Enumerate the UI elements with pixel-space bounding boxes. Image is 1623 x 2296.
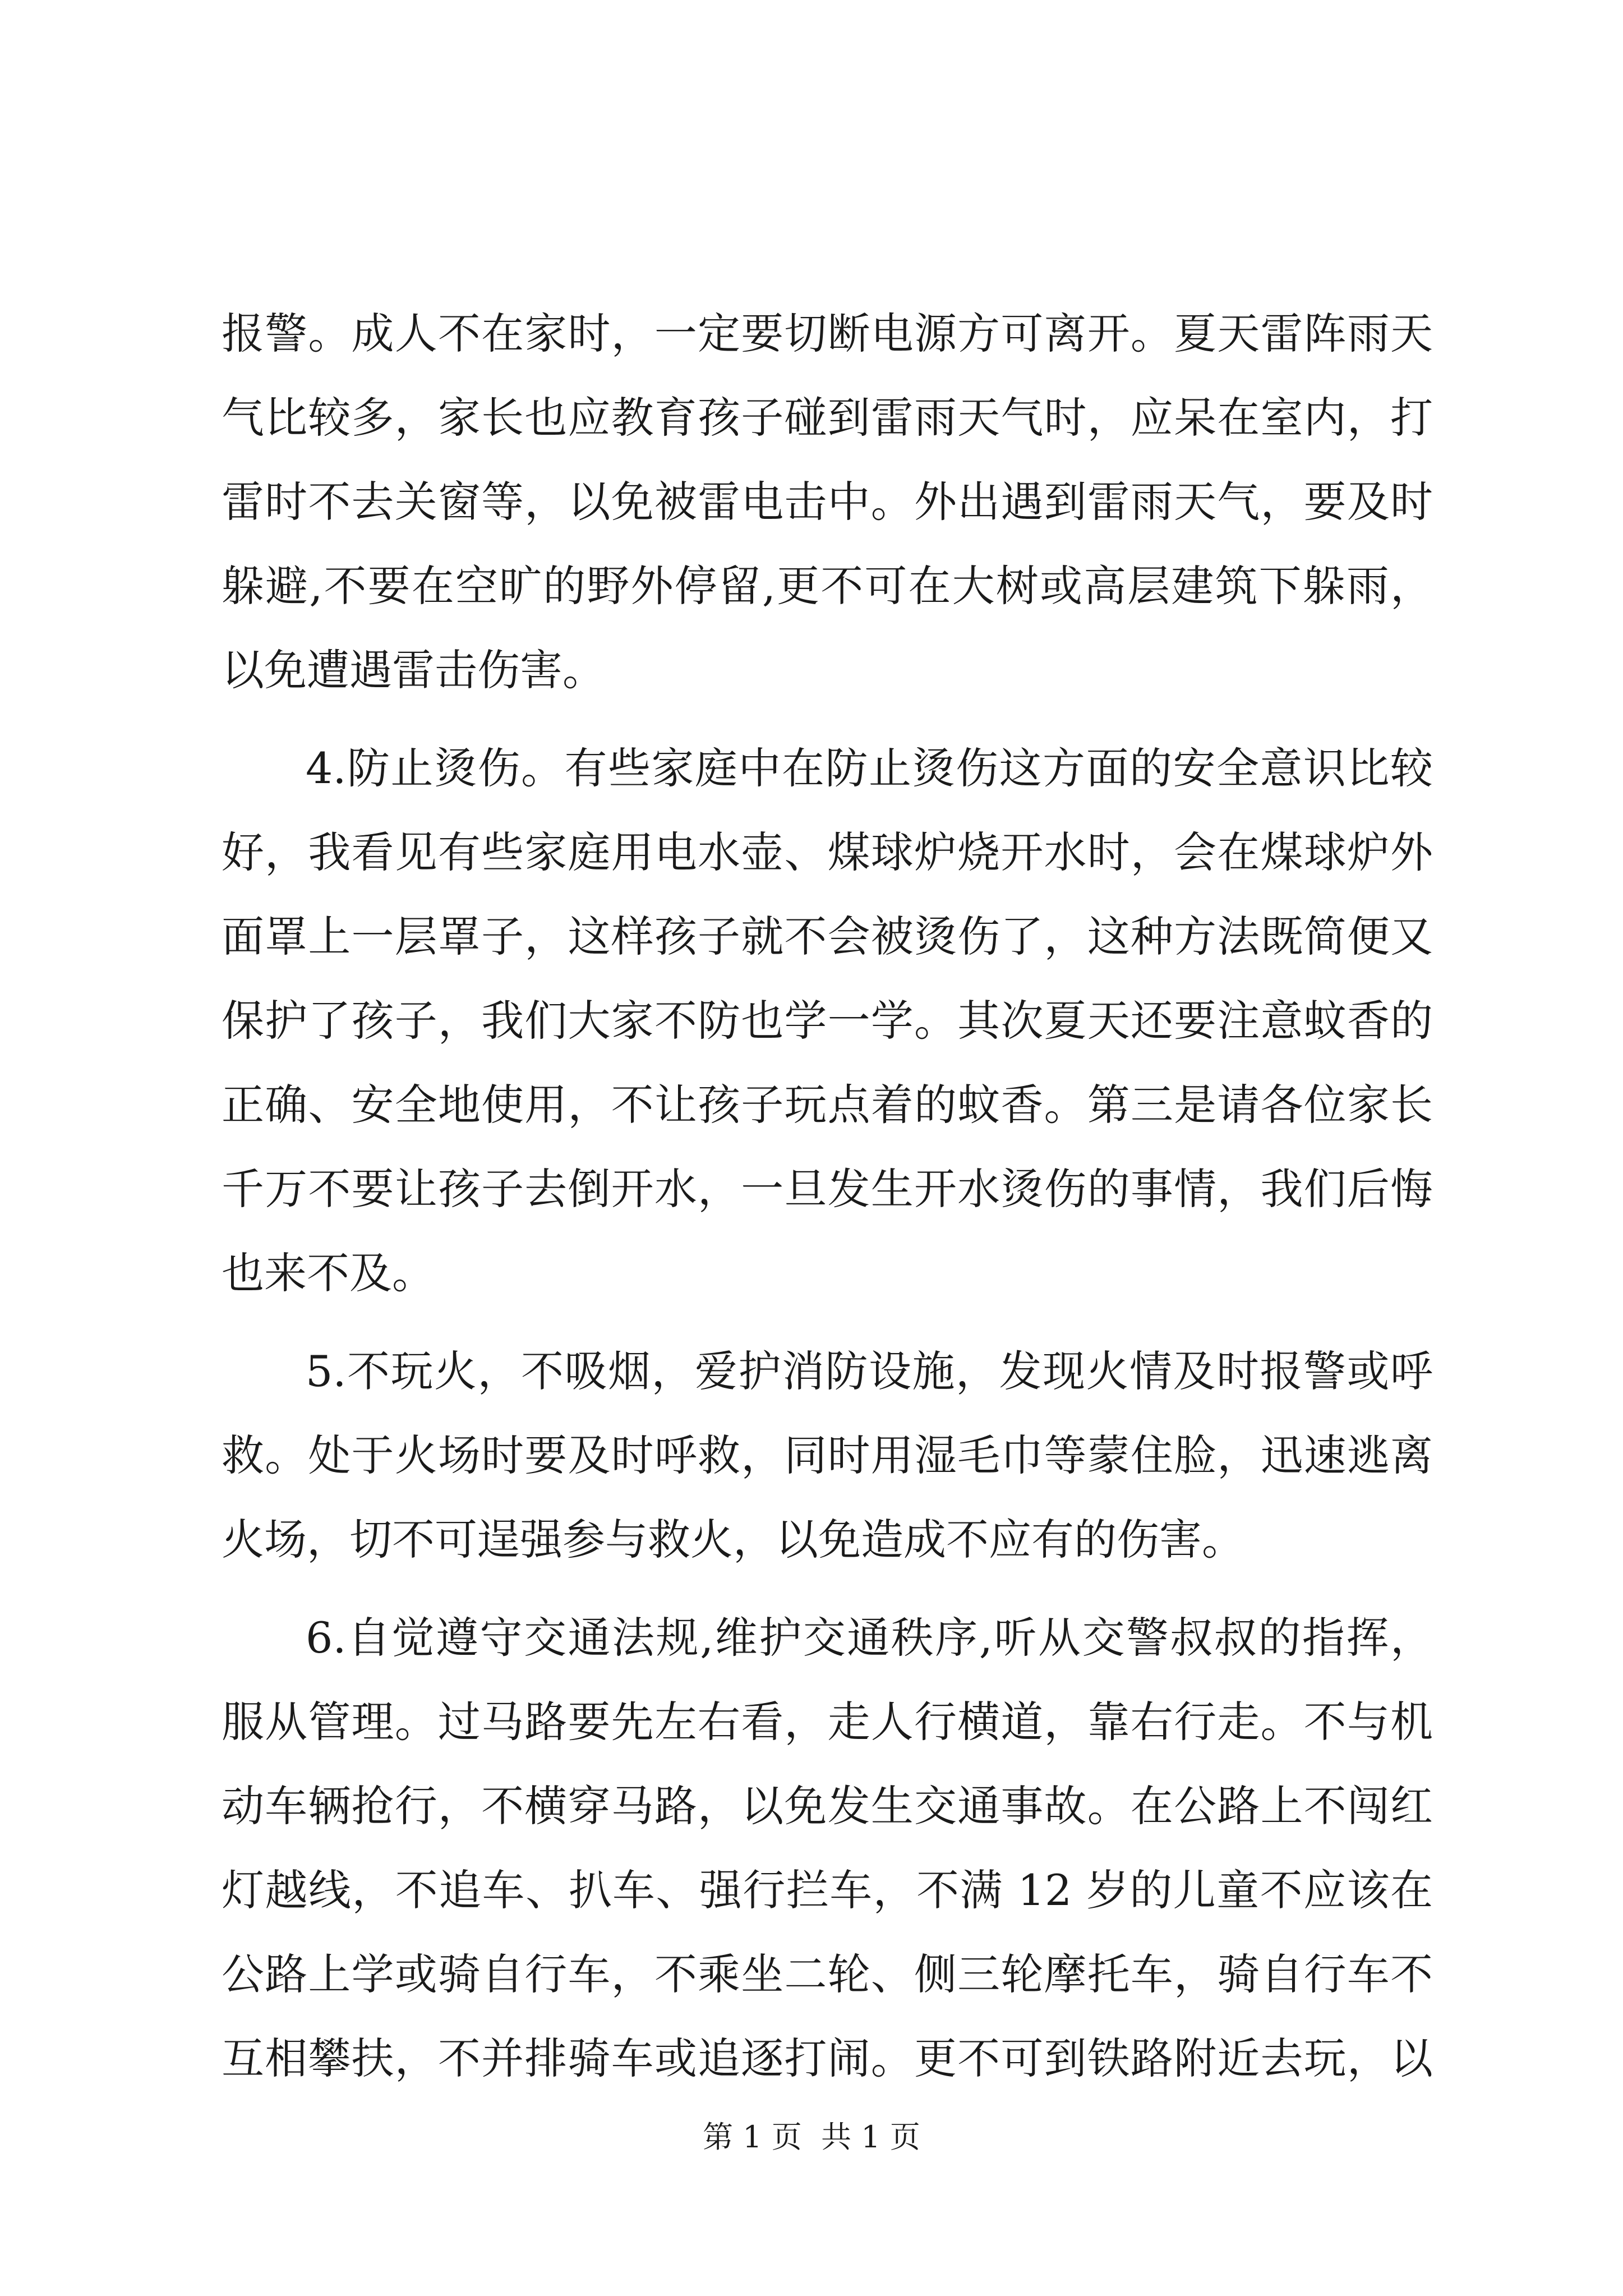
text-line: 救。处于火场时要及时呼救，同时用湿毛巾等蒙住脸，迅速逃离: [222, 1430, 1433, 1480]
paragraph-start-line: 4.防止烫伤。有些家庭中在防止烫伤这方面的安全意识比较: [306, 743, 1433, 793]
text-line: 气比较多，家长也应教育孩子碰到雷雨天气时，应呆在室内，打: [222, 393, 1433, 443]
text-line: 服从管理。过马路要先左右看，走人行横道，靠右行走。不与机: [222, 1697, 1433, 1747]
text-line: 以免遭遇雷击伤害。: [222, 645, 605, 695]
text-line: 正确、安全地使用，不让孩子玩点着的蚊香。第三是请各位家长: [222, 1080, 1433, 1130]
paragraph-start-line: 6.自觉遵守交通法规,维护交通秩序,听从交警叔叔的指挥，: [306, 1613, 1433, 1663]
text-line: 灯越线，不追车、扒车、强行拦车，不满 12 岁的儿童不应该在: [222, 1865, 1433, 1915]
text-line: 千万不要让孩子去倒开水，一旦发生开水烫伤的事情，我们后悔: [222, 1164, 1433, 1214]
text-line: 躲避,不要在空旷的野外停留,更不可在大树或高层建筑下躲雨，: [222, 561, 1433, 611]
paragraph-start-line: 5.不玩火，不吸烟，爱护消防设施，发现火情及时报警或呼: [306, 1346, 1433, 1396]
text-line: 面罩上一层罩子，这样孩子就不会被烫伤了，这种方法既简便又: [222, 912, 1433, 961]
text-line: 雷时不去关窗等，以免被雷电击中。外出遇到雷雨天气，要及时: [222, 477, 1433, 527]
text-line: 公路上学或骑自行车，不乘坐二轮、侧三轮摩托车，骑自行车不: [222, 1949, 1433, 1999]
page-footer: 第 1 页 共 1 页: [703, 2119, 920, 2155]
text-line: 也来不及。: [222, 1248, 435, 1298]
text-line: 保护了孩子，我们大家不防也学一学。其次夏天还要注意蚊香的: [222, 996, 1433, 1046]
text-line: 互相攀扶，不并排骑车或追逐打闹。更不可到铁路附近去玩，以: [222, 2033, 1433, 2083]
text-line: 火场，切不可逞强参与救火，以免造成不应有的伤害。: [222, 1515, 1244, 1565]
text-line: 报警。成人不在家时，一定要切断电源方可离开。夏天雷阵雨天: [222, 309, 1433, 358]
text-line: 动车辆抢行，不横穿马路，以免发生交通事故。在公路上不闯红: [222, 1781, 1433, 1831]
text-line: 好，我看见有些家庭用电水壶、煤球炉烧开水时，会在煤球炉外: [222, 827, 1433, 877]
